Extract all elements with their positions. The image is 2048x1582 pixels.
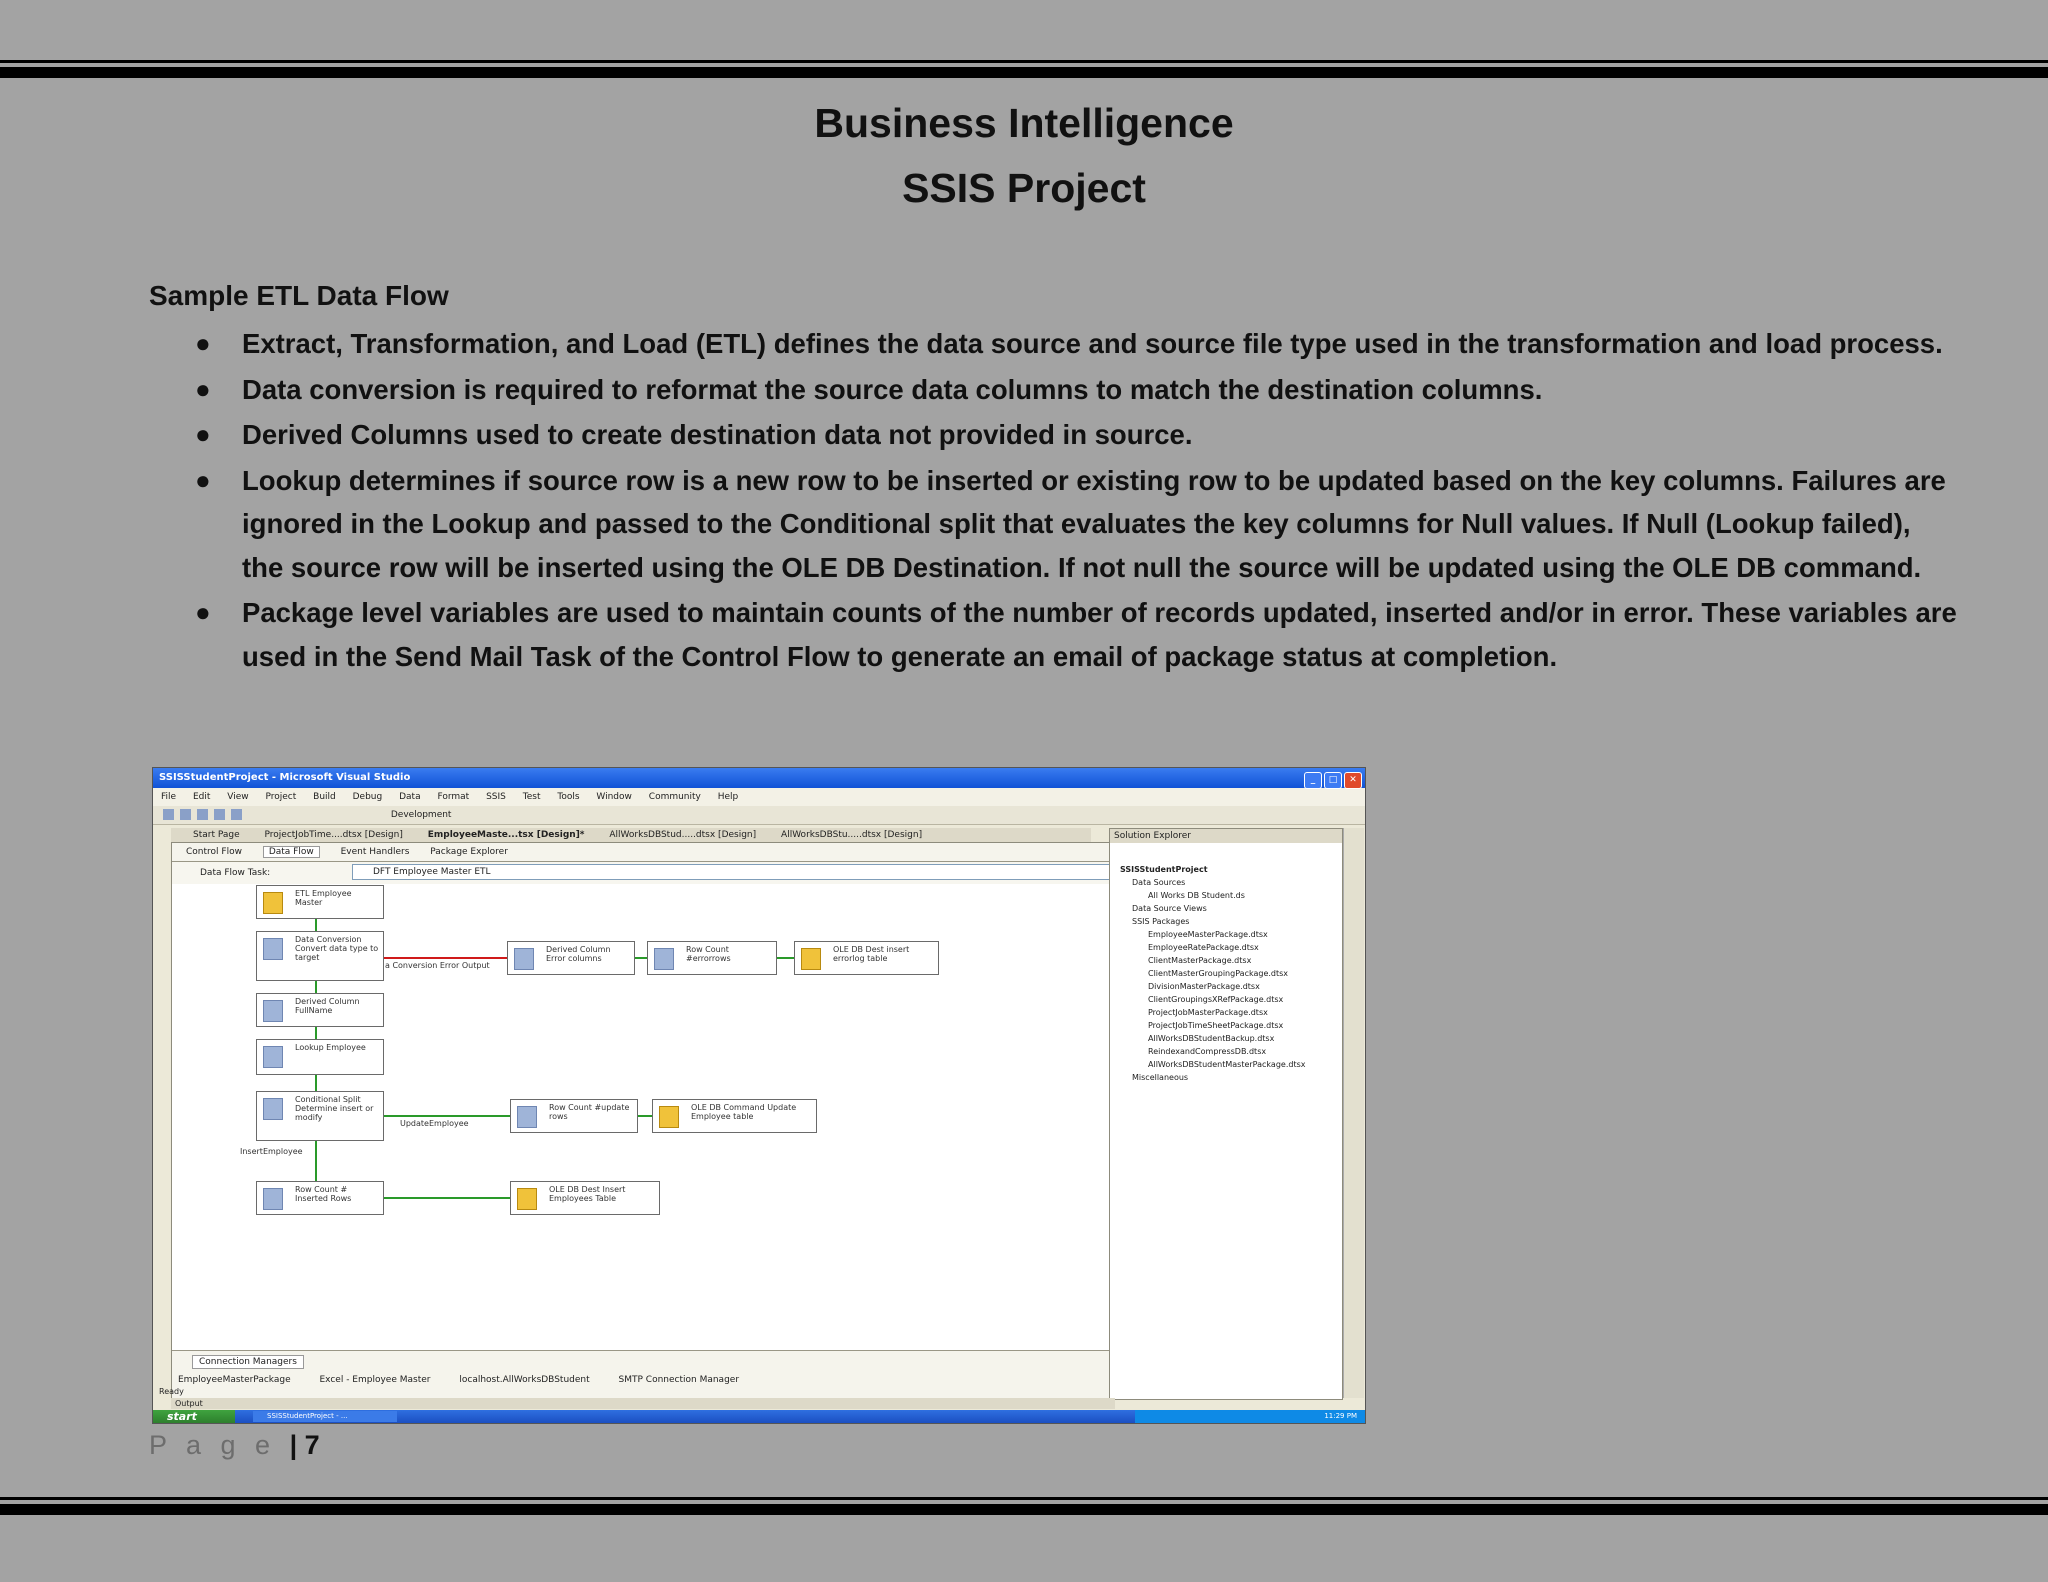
page-footer: P a g e | 7	[149, 1430, 320, 1460]
flow-connector	[315, 981, 317, 993]
tree-item[interactable]: EmployeeRatePackage.dtsx	[1148, 943, 1259, 952]
designer-tabs	[172, 843, 1112, 862]
window-title: SSISStudentProject - Microsoft Visual Studio	[159, 772, 411, 783]
maximize-icon[interactable]: □	[1324, 772, 1342, 789]
window-titlebar	[153, 768, 1365, 788]
flow-connector	[315, 919, 317, 931]
solution-config-dropdown[interactable]: Development	[390, 810, 452, 820]
copy-icon[interactable]	[231, 809, 242, 820]
menu-item[interactable]: Format	[437, 792, 470, 802]
toolbar	[153, 806, 1365, 825]
row-count-icon	[654, 948, 674, 970]
menu-item[interactable]: SSIS	[486, 792, 506, 802]
data-conversion-component[interactable]: Data Conversion Convert data type to target	[256, 931, 384, 981]
section-heading: Sample ETL Data Flow	[149, 280, 449, 311]
visual-studio-screenshot	[152, 767, 1366, 1424]
menu-item[interactable]: Edit	[192, 792, 211, 802]
tree-item[interactable]: SSIS Packages	[1132, 917, 1190, 926]
bullet-item: ● Data conversion is required to reformat the source data columns to match the destination columns.	[149, 368, 1959, 412]
ole-db-destination-icon	[801, 948, 821, 970]
row-count-update-component[interactable]: Row Count #update rows	[510, 1099, 638, 1133]
flow-connector	[382, 1197, 510, 1199]
menu-item[interactable]: Test	[522, 792, 541, 802]
flow-connector	[315, 1027, 317, 1039]
tab-package-explorer[interactable]: Package Explorer	[430, 847, 508, 857]
tree-item[interactable]: Data Source Views	[1132, 904, 1207, 913]
tree-item[interactable]: Miscellaneous	[1132, 1073, 1189, 1082]
menu-bar	[153, 788, 1365, 806]
lookup-employee-component[interactable]: Lookup Employee	[256, 1039, 384, 1075]
connection-manager-item[interactable]: localhost.AllWorksDBStudent	[459, 1375, 590, 1385]
derived-fullname-component[interactable]: Derived Column FullName	[256, 993, 384, 1027]
save-icon[interactable]	[180, 809, 191, 820]
data-conversion-icon	[263, 938, 283, 960]
document-title: Business Intelligence	[814, 100, 1234, 146]
derived-column-icon	[263, 1000, 283, 1022]
error-output-connector	[382, 957, 507, 959]
bullet-item: ● Lookup determines if source row is a new row to be inserted or existing row to be updated based on the key columns. Failures are ignored in the Lookup and passed to the Conditional split that evaluates the key columns for Null values. If Null (Lookup failed), the source row will be inserted using the OLE DB Destination. If not null the source will be updated using the OLE DB command.	[149, 459, 1959, 590]
start-button[interactable]: start	[153, 1410, 235, 1423]
connection-manager-item[interactable]: Excel - Employee Master	[319, 1375, 431, 1385]
tree-item[interactable]: ProjectJobTimeSheetPackage.dtsx	[1148, 1021, 1284, 1030]
conditional-split-component[interactable]: Conditional Split Determine insert or modify	[256, 1091, 384, 1141]
new-project-icon[interactable]	[163, 809, 174, 820]
connection-manager-item[interactable]: EmployeeMasterPackage	[178, 1375, 291, 1385]
data-flow-task-bar	[172, 862, 1112, 884]
ole-db-destination-icon	[517, 1188, 537, 1210]
tree-item[interactable]: AllWorksDBStudentBackup.dtsx	[1148, 1034, 1275, 1043]
menu-item[interactable]: Build	[313, 792, 336, 802]
tree-item[interactable]: ClientMasterGroupingPackage.dtsx	[1148, 969, 1289, 978]
bullet-dot-icon: ●	[195, 419, 211, 449]
menu-item[interactable]: View	[227, 792, 249, 802]
save-all-icon[interactable]	[197, 809, 208, 820]
tree-item[interactable]: Data Sources	[1132, 878, 1186, 887]
error-output-label: a Conversion Error Output	[385, 961, 490, 970]
data-flow-canvas	[172, 885, 1110, 1350]
tab-event-handlers[interactable]: Event Handlers	[340, 847, 410, 857]
tree-item[interactable]: DivisionMasterPackage.dtsx	[1148, 982, 1260, 991]
package-designer	[171, 842, 1113, 1399]
doc-tab[interactable]: ProjectJobTime....dtsx [Design]	[264, 830, 403, 840]
data-flow-task-select[interactable]: DFT Employee Master ETL	[352, 864, 1114, 880]
taskbar-item[interactable]: SSISStudentProject - ...	[253, 1411, 397, 1422]
top-rule	[0, 60, 2048, 78]
footer-page-number: 7	[304, 1430, 320, 1460]
derived-column-icon	[514, 948, 534, 970]
ole-db-command-icon	[659, 1106, 679, 1128]
minimize-icon[interactable]: _	[1304, 772, 1322, 789]
solution-tree	[1110, 843, 1342, 1084]
row-count-icon	[263, 1188, 283, 1210]
update-path-label: UpdateEmployee	[400, 1119, 469, 1128]
menu-item[interactable]: Community	[648, 792, 701, 802]
ole-command-update-component[interactable]: OLE DB Command Update Employee table	[652, 1099, 817, 1133]
data-flow-task-label: Data Flow Task:	[200, 868, 271, 878]
row-count-inserted-component[interactable]: Row Count # Inserted Rows	[256, 1181, 384, 1215]
lookup-icon	[263, 1046, 283, 1068]
connection-managers-tab[interactable]: Connection Managers	[192, 1355, 304, 1369]
doc-tab[interactable]: Start Page	[193, 830, 240, 840]
bottom-rule	[0, 1497, 2048, 1515]
footer-page-word: P a g e	[149, 1430, 277, 1460]
tree-item[interactable]: All Works DB Student.ds	[1148, 891, 1245, 900]
tree-item[interactable]: SSISStudentProject	[1120, 865, 1208, 874]
menu-item[interactable]: Help	[717, 792, 739, 802]
solution-explorer-title: Solution Explorer	[1110, 829, 1342, 843]
doc-tab[interactable]: AllWorksDBStud.....dtsx [Design]	[609, 830, 757, 840]
tree-item[interactable]: ProjectJobMasterPackage.dtsx	[1148, 1008, 1268, 1017]
tree-item[interactable]: AllWorksDBStudentMasterPackage.dtsx	[1148, 1060, 1306, 1069]
row-count-errors-component[interactable]: Row Count #errorrows	[647, 941, 777, 975]
tree-item[interactable]: EmployeeMasterPackage.dtsx	[1148, 930, 1268, 939]
menu-item[interactable]: Project	[265, 792, 297, 802]
tree-item[interactable]: ClientGroupingsXRefPackage.dtsx	[1148, 995, 1284, 1004]
close-icon[interactable]: ✕	[1344, 772, 1362, 789]
bullet-item: ● Derived Columns used to create destination data not provided in source.	[149, 413, 1959, 457]
document-subtitle: SSIS Project	[902, 165, 1146, 211]
tree-item[interactable]: ReindexandCompressDB.dtsx	[1148, 1047, 1267, 1056]
connection-manager-item[interactable]: SMTP Connection Manager	[618, 1375, 740, 1385]
system-tray-clock: 11:29 PM	[1135, 1410, 1365, 1423]
menu-item[interactable]: Data	[399, 792, 421, 802]
ole-dest-errorlog-component[interactable]: OLE DB Dest insert errorlog table	[794, 941, 939, 975]
ole-dest-employees-component[interactable]: OLE DB Dest Insert Employees Table	[510, 1181, 660, 1215]
flow-connector	[315, 1141, 317, 1183]
flow-connector	[382, 1115, 510, 1117]
doc-tab-active[interactable]: EmployeeMaste...tsx [Design]*	[427, 830, 585, 840]
doc-tab[interactable]: AllWorksDBStu.....dtsx [Design]	[781, 830, 923, 840]
tab-data-flow[interactable]: Data Flow	[263, 846, 320, 858]
menu-item[interactable]: Tools	[557, 792, 580, 802]
bullet-item: ● Package level variables are used to maintain counts of the number of records updated, inserted and/or in error. These variables are used in the Send Mail Task of the Control Flow to generate an email of package status at completion.	[149, 591, 1959, 678]
document-tabs	[171, 828, 1091, 843]
cut-icon[interactable]	[214, 809, 225, 820]
status-bar: Ready	[159, 1387, 184, 1396]
insert-path-label: InsertEmployee	[240, 1147, 303, 1156]
conditional-split-icon	[263, 1098, 283, 1120]
solution-explorer	[1109, 828, 1343, 1400]
properties-pane-collapsed[interactable]	[1343, 828, 1364, 1398]
menu-item[interactable]: Window	[596, 792, 632, 802]
excel-source-icon	[263, 892, 283, 914]
menu-item[interactable]: Debug	[352, 792, 383, 802]
bullet-item: ● Extract, Transformation, and Load (ETL) defines the data source and source file type used in the transformation and load process.	[149, 322, 1959, 366]
flow-connector	[315, 1075, 317, 1091]
tab-control-flow[interactable]: Control Flow	[186, 847, 242, 857]
row-count-icon	[517, 1106, 537, 1128]
bullet-dot-icon: ●	[195, 328, 211, 358]
output-panel[interactable]: Output	[171, 1398, 1115, 1409]
bullet-dot-icon: ●	[195, 373, 211, 404]
bullet-dot-icon: ●	[195, 597, 211, 627]
derived-error-component[interactable]: Derived Column Error columns	[507, 941, 635, 975]
bullet-list	[149, 322, 1959, 680]
taskbar	[153, 1410, 1365, 1423]
etl-source-component[interactable]: ETL Employee Master	[256, 885, 384, 919]
tree-item[interactable]: ClientMasterPackage.dtsx	[1148, 956, 1252, 965]
menu-item[interactable]: File	[161, 792, 177, 802]
bullet-dot-icon: ●	[195, 464, 211, 495]
